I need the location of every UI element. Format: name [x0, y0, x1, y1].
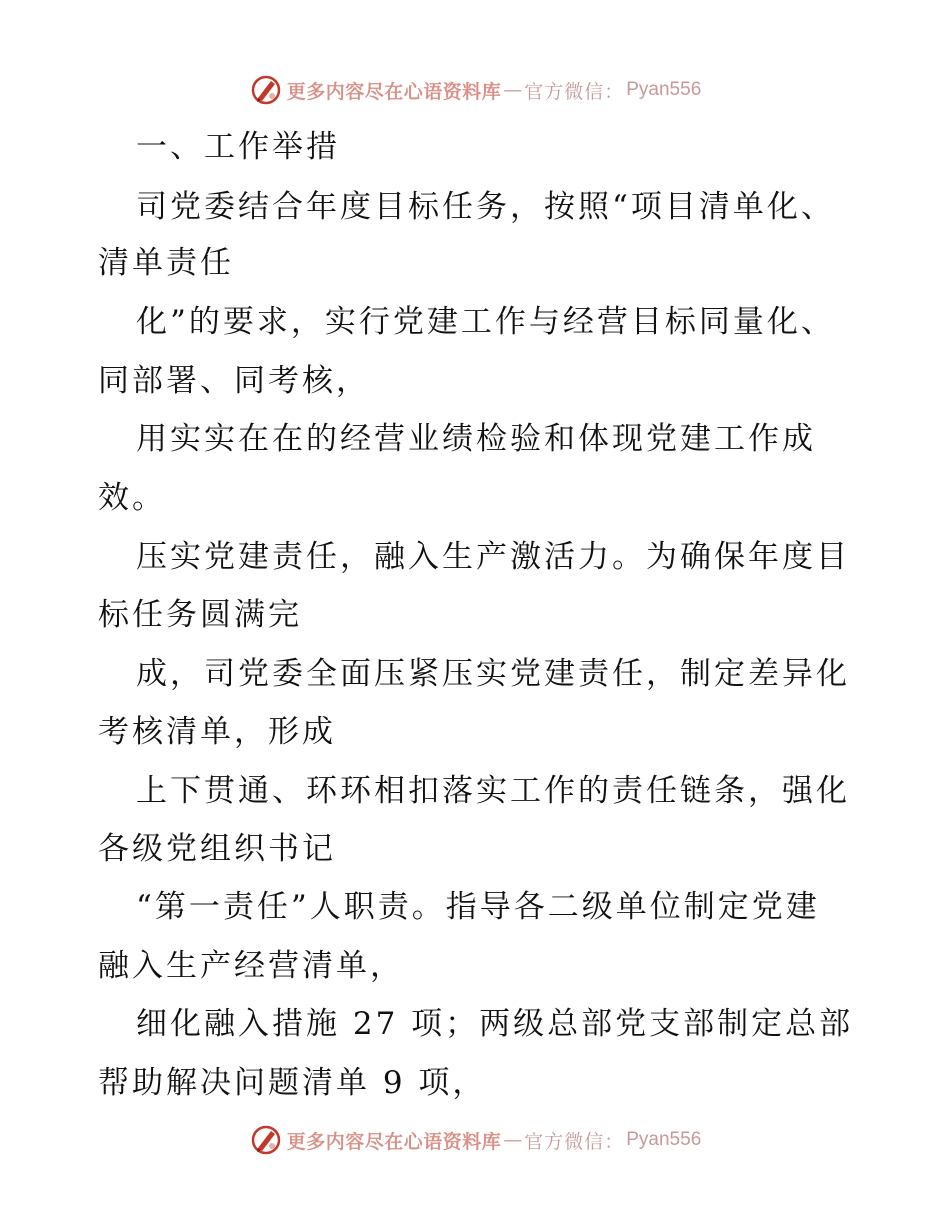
wechat-label: 官方微信：	[524, 1130, 625, 1153]
text-line: “第一责任”人职责。指导各二级单位制定党建	[136, 889, 820, 925]
header-watermark	[0, 70, 950, 110]
text-line: 司党委结合年度目标任务，按照“项目清单化、	[136, 189, 835, 225]
text-line: 清单责任	[98, 245, 234, 281]
section-heading: 一、工作举措	[136, 129, 340, 165]
text-line: 帮助解决问题清单 9 项，	[98, 1065, 487, 1101]
text-line: 融入生产经营清单，	[98, 948, 404, 984]
text-line: 成，司党委全面压紧压实党建责任，制定差异化	[136, 656, 850, 692]
pen-logo-icon	[249, 73, 283, 107]
footer-watermark	[0, 1120, 950, 1160]
text-line: 细化融入措施 27 项；两级总部党支部制定总部	[136, 1006, 854, 1042]
text-line: 各级党组织书记	[98, 831, 336, 867]
text-line: 考核清单，形成	[98, 714, 336, 750]
watermark-text: 更多内容尽在心语资料库	[286, 80, 502, 103]
wechat-id: Pyan556	[626, 79, 702, 100]
wechat-label: 官方微信：	[524, 80, 625, 103]
text-line: 标任务圆满完	[98, 597, 302, 633]
text-line: 效。	[98, 480, 166, 516]
watermark-text: 更多内容尽在心语资料库	[286, 1130, 502, 1153]
text-line: 用实实在在的经营业绩检验和体现党建工作成	[136, 421, 816, 457]
watermark-separator: —	[503, 1129, 523, 1151]
text-line: 同部署、同考核，	[98, 363, 370, 399]
watermark-separator: —	[503, 79, 523, 101]
text-line: 上下贯通、环环相扣落实工作的责任链条，强化	[136, 773, 850, 809]
text-line: 压实党建责任，融入生产激活力。为确保年度目	[136, 539, 850, 575]
wechat-id: Pyan556	[626, 1129, 702, 1150]
pen-logo-icon	[249, 1123, 283, 1157]
text-line: 化”的要求，实行党建工作与经营目标同量化、	[136, 304, 835, 340]
